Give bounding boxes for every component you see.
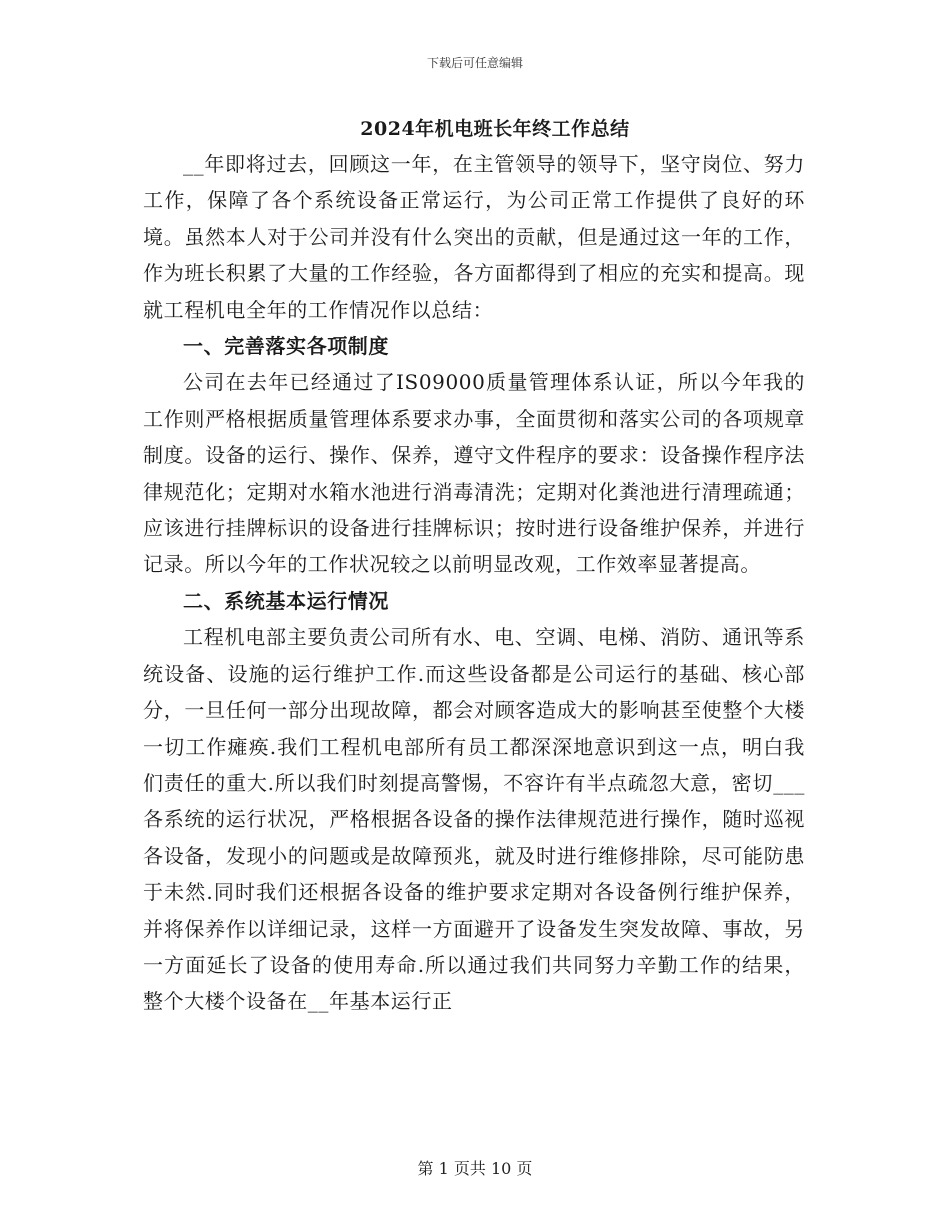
- section-body-1: 公司在去年已经通过了IS09000质量管理体系认证，所以今年我的工作则严格根据质量管理体系要求办事，全面贯彻和落实公司的各项规章制度。设备的运行、操作、保养，遵守文件程序的要求：设备操作程序法律规范化；定期对水箱水池进行消毒清洗；定期对化粪池进行清理疏通；应该进行挂牌标识的设备进行挂牌标识；按时进行设备维护保养，并进行记录。所以今年的工作状况较之以前明显改观，工作效率显著提高。: [143, 370, 805, 577]
- document-title: 2024年机电班长年终工作总结: [360, 118, 630, 140]
- section-body-2: 工程机电部主要负责公司所有水、电、空调、电梯、消防、通讯等系统设备、设施的运行维护工作.而这些设备都是公司运行的基础、核心部分，一旦任何一部分出现故障，都会对顾客造成大的影响甚至使整个大楼一切工作瘫痪.我们工程机电部所有员工都深深地意识到这一点，明白我们责任的重大.所以我们时刻提高警惕，不容许有半点疏忽大意，密切___各系统的运行状况，严格根据各设备的操作法律规范进行操作，随时巡视各设备，发现小的问题或是故障预兆，就及时进行维修排除，尽可能防患于未然.同时我们还根据各设备的维护要求定期对各设备例行维护保养，并将保养作以详细记录，这样一方面避开了设备发生突发故障、事故，另一方面延长了设备的使用寿命.所以通过我们共同努力辛勤工作的结果，整个大楼个设备在__年基本运行正: [143, 625, 805, 1014]
- header-note: 下载后可任意编辑: [426, 56, 523, 70]
- document-body: [143, 146, 805, 1020]
- section-heading-2: 二、系统基本运行情况: [183, 588, 389, 613]
- section-heading-1: 一、完善落实各项制度: [183, 334, 389, 359]
- page-number-footer: 第 1 页共 10 页: [417, 1159, 533, 1178]
- intro-paragraph: __年即将过去，回顾这一年，在主管领导的领导下，坚守岗位、努力工作，保障了各个系统设备正常运行，为公司正常工作提供了良好的环境。虽然本人对于公司并没有什么突出的贡献，但是通过这一年的工作，作为班长积累了大量的工作经验，各方面都得到了相应的充实和提高。现就工程机电全年的工作情况作以总结：: [143, 152, 805, 322]
